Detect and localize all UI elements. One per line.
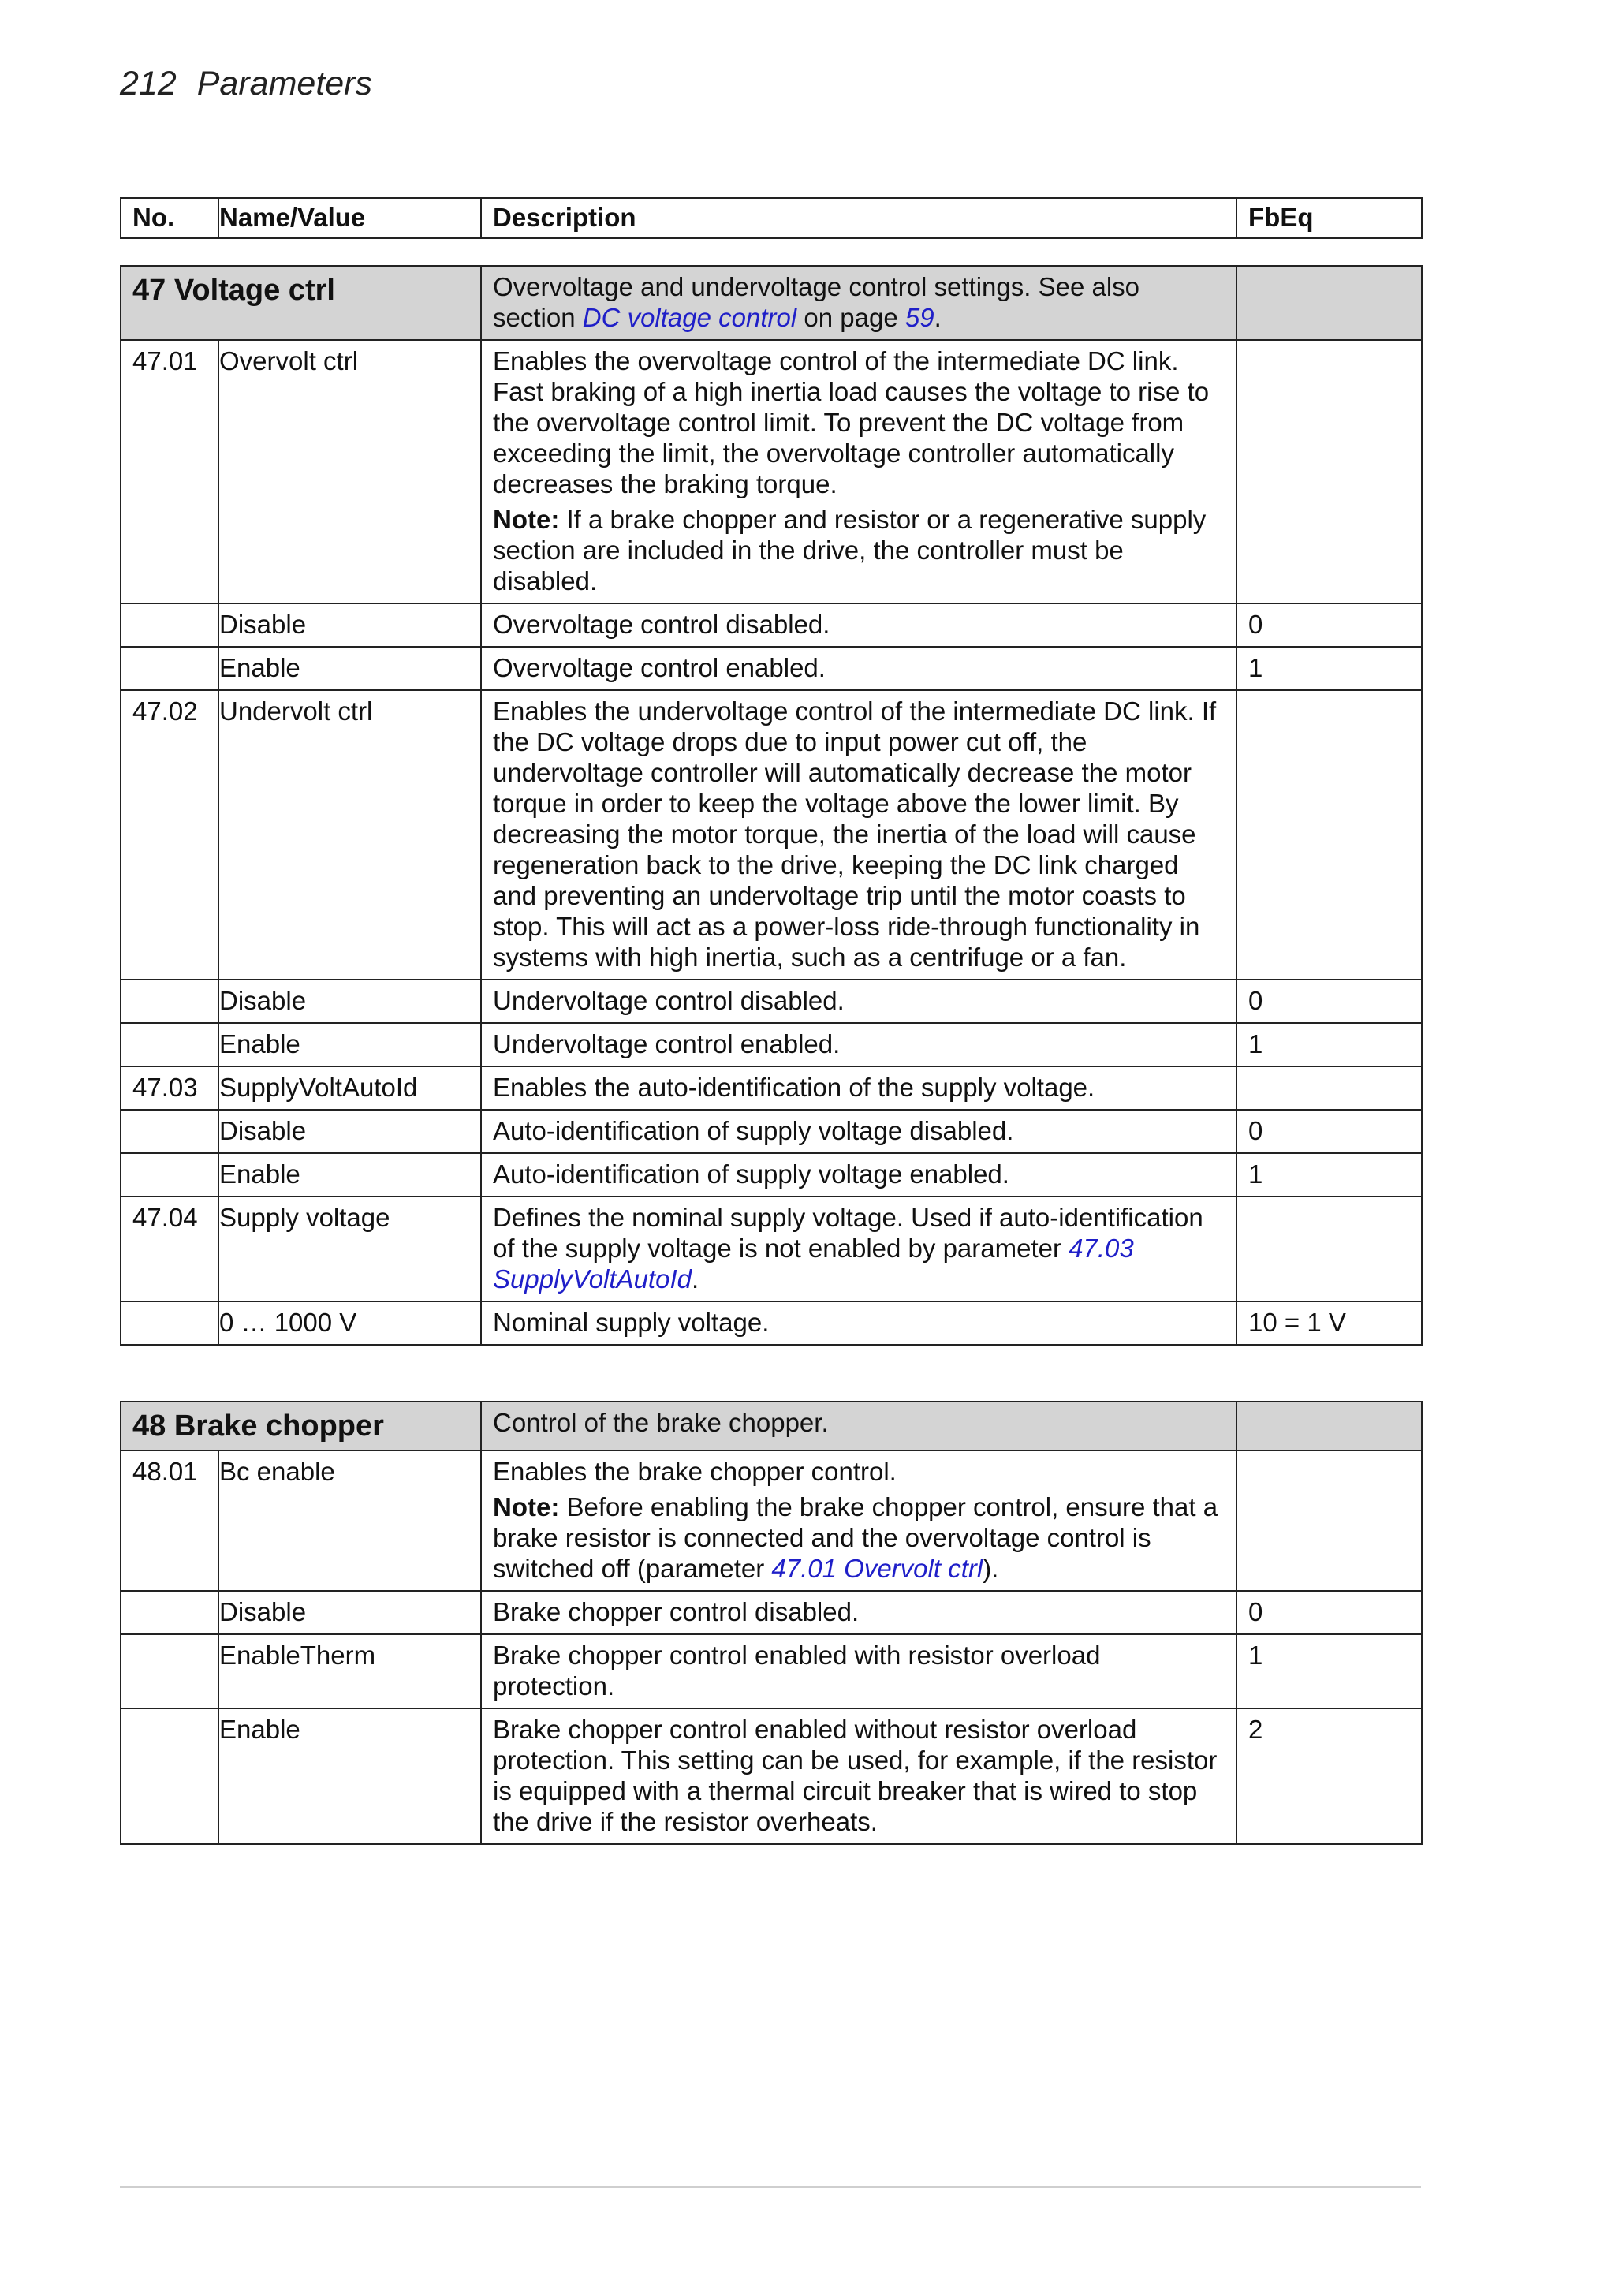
value-name: 0 … 1000 V <box>218 1301 481 1345</box>
group-title: 47 Voltage ctrl <box>121 266 481 340</box>
value-fbeq: 0 <box>1236 1591 1422 1634</box>
section-title: Parameters <box>196 65 372 103</box>
value-fbeq: 1 <box>1236 1634 1422 1708</box>
value-row <box>121 1634 1422 1708</box>
value-description: Nominal supply voltage. <box>481 1301 1236 1345</box>
parameter-row <box>121 340 1422 603</box>
param-no: 47.04 <box>121 1197 218 1301</box>
param-description: Enables the brake chopper control. Note: Before enabling the brake chopper control, ensure that a brake resistor is connected and the overvoltage control is switched off (parameter 47.01 Overvolt ctrl). <box>481 1450 1236 1591</box>
value-fbeq: 1 <box>1236 1153 1422 1197</box>
param-description: Enables the overvoltage control of the intermediate DC link. Fast braking of a high inertia load causes the voltage to rise to the overvoltage control limit. To prevent the DC voltage from exceeding the limit, the overvoltage controller automatically decreases the braking torque. Note: If a brake chopper and resistor or a regenerative supply section are included in the drive, the controller must be disabled. <box>481 340 1236 603</box>
value-row <box>121 1301 1422 1345</box>
param-4701-link[interactable]: 47.01 Overvolt ctrl <box>771 1554 983 1583</box>
group-fbeq <box>1236 266 1422 340</box>
value-row <box>121 647 1422 690</box>
parameter-row <box>121 690 1422 980</box>
value-fbeq: 1 <box>1236 1023 1422 1066</box>
value-name: Enable <box>218 647 481 690</box>
param-description: Enables the auto-identification of the supply voltage. <box>481 1066 1236 1110</box>
param-fbeq <box>1236 340 1422 603</box>
value-name: Disable <box>218 603 481 647</box>
value-name: EnableTherm <box>218 1634 481 1708</box>
value-fbeq: 0 <box>1236 603 1422 647</box>
group-47-table <box>120 265 1423 1346</box>
param-4703-link[interactable]: 47.03 SupplyVoltAutoId <box>493 1234 1134 1294</box>
column-header-row <box>121 198 1422 238</box>
value-row <box>121 1023 1422 1066</box>
value-name: Enable <box>218 1708 481 1844</box>
param-no: 47.02 <box>121 690 218 980</box>
value-description: Auto-identification of supply voltage disabled. <box>481 1110 1236 1153</box>
param-description: Defines the nominal supply voltage. Used if auto-identification of the supply voltage is not enabled by parameter 47.03 SupplyVoltAutoId. <box>481 1197 1236 1301</box>
value-description: Brake chopper control disabled. <box>481 1591 1236 1634</box>
param-name: SupplyVoltAutoId <box>218 1066 481 1110</box>
param-name: Overvolt ctrl <box>218 340 481 603</box>
param-fbeq <box>1236 1066 1422 1110</box>
param-fbeq <box>1236 1450 1422 1591</box>
param-note: Note: Before enabling the brake chopper control, ensure that a brake resistor is connected and the overvoltage control is switched off (parameter 47.01 Overvolt ctrl). <box>493 1492 1218 1583</box>
param-no: 47.01 <box>121 340 218 603</box>
parameter-row <box>121 1197 1422 1301</box>
value-row <box>121 1591 1422 1634</box>
page-header <box>120 65 372 103</box>
value-description: Undervoltage control enabled. <box>481 1023 1236 1066</box>
value-fbeq: 0 <box>1236 1110 1422 1153</box>
param-note: Note: If a brake chopper and resistor or a regenerative supply section are included in the drive, the controller must be disabled. <box>493 505 1207 595</box>
column-header-table <box>120 197 1423 239</box>
group-fbeq <box>1236 1402 1422 1450</box>
col-header-fbeq: FbEq <box>1236 198 1422 238</box>
param-name: Bc enable <box>218 1450 481 1591</box>
value-description: Brake chopper control enabled without resistor overload protection. This setting can be used, for example, if the resistor is equipped with a thermal circuit breaker that is wired to stop the drive if the resistor overheats. <box>481 1708 1236 1844</box>
value-name: Disable <box>218 1110 481 1153</box>
group-header-row <box>121 1402 1422 1450</box>
param-name: Undervolt ctrl <box>218 690 481 980</box>
group-title: 48 Brake chopper <box>121 1402 481 1450</box>
value-description: Undervoltage control disabled. <box>481 980 1236 1023</box>
value-row <box>121 1153 1422 1197</box>
param-name: Supply voltage <box>218 1197 481 1301</box>
footer-divider <box>120 2186 1421 2188</box>
value-description: Overvoltage control enabled. <box>481 647 1236 690</box>
page-number: 212 <box>120 65 177 103</box>
col-header-no: No. <box>121 198 218 238</box>
group-description: Control of the brake chopper. <box>481 1402 1236 1450</box>
value-name: Enable <box>218 1023 481 1066</box>
value-description: Overvoltage control disabled. <box>481 603 1236 647</box>
value-fbeq: 10 = 1 V <box>1236 1301 1422 1345</box>
param-description: Enables the undervoltage control of the intermediate DC link. If the DC voltage drops due to input power cut off, the undervoltage controller will automatically decrease the motor torque in order to keep the voltage above the lower limit. By decreasing the motor torque, the inertia of the load will cause regeneration back to the drive, keeping the DC link charged and preventing an undervoltage trip until the motor coasts to stop. This will act as a power-loss ride-through functionality in systems with high inertia, such as a centrifuge or a fan. <box>481 690 1236 980</box>
col-header-name-value: Name/Value <box>218 198 481 238</box>
value-row <box>121 1110 1422 1153</box>
group-48-table <box>120 1401 1423 1845</box>
value-description: Brake chopper control enabled with resistor overload protection. <box>481 1634 1236 1708</box>
value-fbeq: 2 <box>1236 1708 1422 1844</box>
parameter-row <box>121 1450 1422 1591</box>
value-description: Auto-identification of supply voltage enabled. <box>481 1153 1236 1197</box>
group-description: Overvoltage and undervoltage control settings. See also section DC voltage control on page 59. <box>481 266 1236 340</box>
group-header-row <box>121 266 1422 340</box>
param-fbeq <box>1236 690 1422 980</box>
parameter-row <box>121 1066 1422 1110</box>
value-row <box>121 1708 1422 1844</box>
value-row <box>121 980 1422 1023</box>
value-row <box>121 603 1422 647</box>
value-fbeq: 0 <box>1236 980 1422 1023</box>
value-fbeq: 1 <box>1236 647 1422 690</box>
param-fbeq <box>1236 1197 1422 1301</box>
param-no: 47.03 <box>121 1066 218 1110</box>
page-59-link[interactable]: 59 <box>904 303 934 332</box>
value-name: Disable <box>218 1591 481 1634</box>
dc-voltage-control-link[interactable]: DC voltage control <box>582 303 797 332</box>
param-no: 48.01 <box>121 1450 218 1591</box>
col-header-description: Description <box>481 198 1236 238</box>
value-name: Disable <box>218 980 481 1023</box>
value-name: Enable <box>218 1153 481 1197</box>
